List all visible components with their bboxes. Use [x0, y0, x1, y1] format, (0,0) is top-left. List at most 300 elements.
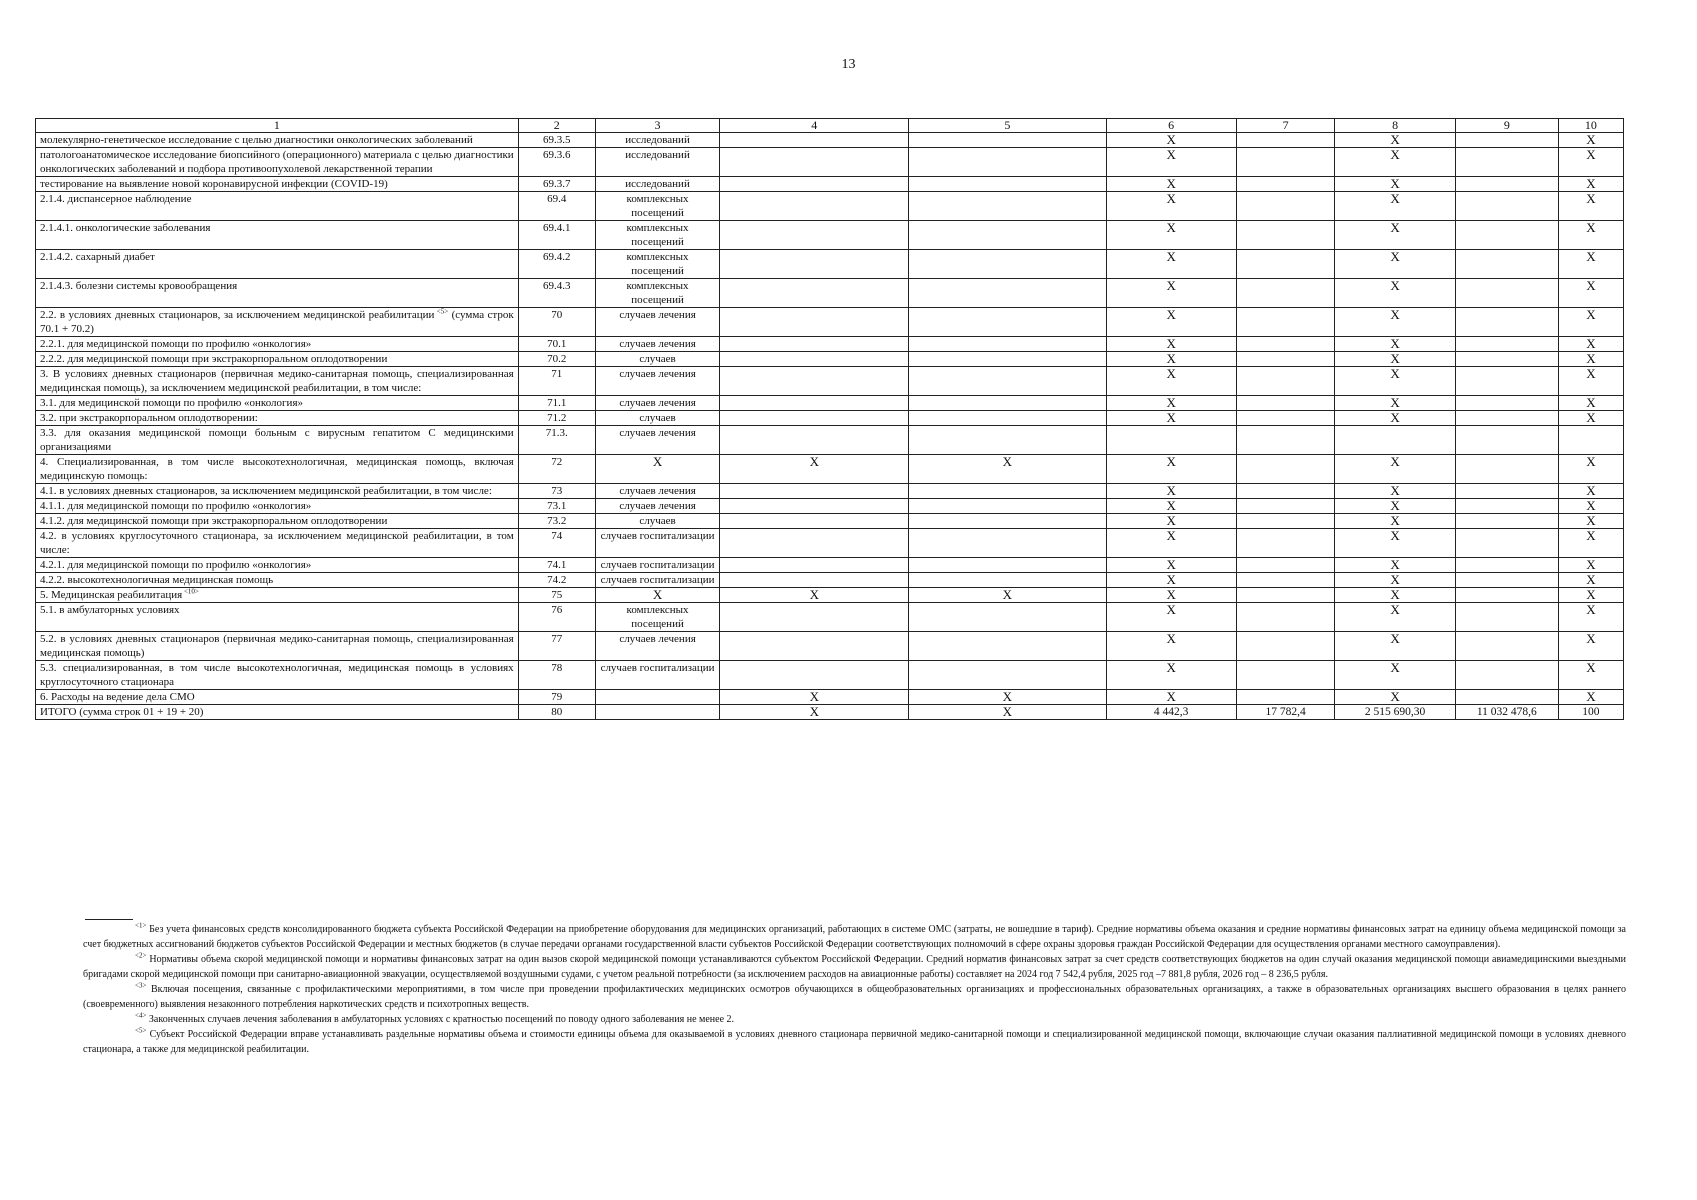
footnote-ref: <10> [182, 587, 199, 596]
cell-c6: X [1106, 352, 1236, 367]
row-unit: комплексных посещений [595, 221, 720, 250]
cell-c9 [1455, 455, 1558, 484]
cell-c7 [1236, 514, 1335, 529]
cell-c7: 17 782,4 [1236, 705, 1335, 720]
row-name: 4. Специализированная, в том числе высокотехнологичная, медицинская помощь, включая медицинскую помощь: [36, 455, 519, 484]
row-unit: комплексных посещений [595, 250, 720, 279]
table-row [36, 705, 1624, 720]
cell-c9 [1455, 632, 1558, 661]
row-code: 71.3. [518, 426, 595, 455]
row-unit: случаев госпитализации [595, 529, 720, 558]
cell-c4 [720, 573, 909, 588]
cell-c8: X [1335, 573, 1455, 588]
table-row [36, 573, 1624, 588]
cell-c7 [1236, 148, 1335, 177]
cell-c10: X [1558, 484, 1623, 499]
cell-c8: X [1335, 396, 1455, 411]
row-unit: случаев лечения [595, 499, 720, 514]
cell-c4 [720, 396, 909, 411]
row-name: патологоанатомическое исследование биопсийного (операционного) материала с целью диагностики онкологических заболеваний и подбора противоопухолевой лекарственной терапии [36, 148, 519, 177]
row-name: 4.1.2. для медицинской помощи при экстракорпоральном оплодотворении [36, 514, 519, 529]
cell-c7 [1236, 558, 1335, 573]
row-name: 5. Медицинская реабилитация $^{<10>}$ [36, 588, 519, 603]
cell-c7 [1236, 426, 1335, 455]
cell-c6: X [1106, 337, 1236, 352]
row-name: 2.1.4.3. болезни системы кровообращения [36, 279, 519, 308]
cell-c9 [1455, 308, 1558, 337]
cell-c7 [1236, 396, 1335, 411]
cell-c9 [1455, 426, 1558, 455]
cell-c6: X [1106, 558, 1236, 573]
cell-c7 [1236, 337, 1335, 352]
cell-c8: X [1335, 588, 1455, 603]
cell-c5 [909, 529, 1106, 558]
cell-c4 [720, 308, 909, 337]
cell-c4 [720, 279, 909, 308]
row-unit: случаев лечения [595, 367, 720, 396]
cell-c6: X [1106, 221, 1236, 250]
cell-c10: 100 [1558, 705, 1623, 720]
cell-c7 [1236, 499, 1335, 514]
cell-c7 [1236, 588, 1335, 603]
row-code: 69.4.2 [518, 250, 595, 279]
cell-c4 [720, 632, 909, 661]
cell-c5 [909, 411, 1106, 426]
cell-c9 [1455, 367, 1558, 396]
row-name: 2.1.4. диспансерное наблюдение [36, 192, 519, 221]
cell-c4: X [720, 455, 909, 484]
cell-c7 [1236, 484, 1335, 499]
cell-c10: X [1558, 558, 1623, 573]
cell-c8: X [1335, 177, 1455, 192]
row-unit: случаев лечения [595, 396, 720, 411]
cell-c8: X [1335, 632, 1455, 661]
cell-c9 [1455, 192, 1558, 221]
cell-c4 [720, 426, 909, 455]
cell-c8: X [1335, 337, 1455, 352]
cell-c10: X [1558, 396, 1623, 411]
cell-c7 [1236, 352, 1335, 367]
row-code: 70 [518, 308, 595, 337]
row-name: 4.2. в условиях круглосуточного стационара, за исключением медицинской реабилитации, в том числе: [36, 529, 519, 558]
column-header-9: 9 [1455, 119, 1558, 133]
cell-c6: X [1106, 367, 1236, 396]
cell-c5 [909, 603, 1106, 632]
row-unit: случаев лечения [595, 308, 720, 337]
column-header-6: 6 [1106, 119, 1236, 133]
column-header-10: 10 [1558, 119, 1623, 133]
footnote-mark: <1> [135, 921, 147, 930]
cell-c10: X [1558, 514, 1623, 529]
cell-c8: X [1335, 661, 1455, 690]
cell-c5 [909, 250, 1106, 279]
footnote: $^{<3>}$ Включая посещения, связанные с профилактическими мероприятиями, в том числе при проведении профилактических медицинских осмотров обучающихся в общеобразовательных организациях и профессиональных образовательных организациях, а также в образовательных организациях высшего образования в целях раннего (своевременного) выявления незаконного потребления наркотических средств и психотропных веществ. [83, 981, 1626, 1010]
cell-c10: X [1558, 588, 1623, 603]
cell-c5 [909, 484, 1106, 499]
cell-c5: X [909, 705, 1106, 720]
cell-c4 [720, 484, 909, 499]
row-name: 3.1. для медицинской помощи по профилю «онкология» [36, 396, 519, 411]
cell-c6: X [1106, 661, 1236, 690]
table-row [36, 337, 1624, 352]
cell-c10: X [1558, 148, 1623, 177]
row-code: 69.3.6 [518, 148, 595, 177]
cell-c6: X [1106, 250, 1236, 279]
footnotes [83, 922, 1626, 1057]
cell-c8: X [1335, 308, 1455, 337]
row-code: 80 [518, 705, 595, 720]
cell-c6: X [1106, 455, 1236, 484]
cell-c6: X [1106, 632, 1236, 661]
row-unit: случаев лечения [595, 484, 720, 499]
cell-c6: X [1106, 529, 1236, 558]
row-name: 2.1.4.2. сахарный диабет [36, 250, 519, 279]
cell-c8: X [1335, 352, 1455, 367]
footnote: $^{<2>}$ Нормативы объема скорой медицинской помощи и нормативы финансовых затрат на один вызов скорой медицинской помощи устанавливаются субъектом Российской Федерации. Средний норматив финансовых затрат за счет средств соответствующих бюджетов на один случай оказания медицинской помощи авиамедицинскими выездными бригадами скорой медицинской помощи при санитарно-авиационной эвакуации, осуществляемой воздушными судами, с учетом реальной потребности (за исключением расходов на авиационные работы) составляет на 2024 год 7 542,4 рубля, 2025 год –7 881,8 рубля, 2026 год – 8 236,5 рубля. [83, 951, 1626, 980]
table-row [36, 455, 1624, 484]
table-row [36, 396, 1624, 411]
cell-c5 [909, 661, 1106, 690]
cell-c5 [909, 396, 1106, 411]
cell-c9 [1455, 337, 1558, 352]
row-name: 4.2.1. для медицинской помощи по профилю «онкология» [36, 558, 519, 573]
table-row [36, 690, 1624, 705]
cell-c6: X [1106, 499, 1236, 514]
row-code: 75 [518, 588, 595, 603]
cell-c5 [909, 177, 1106, 192]
row-code: 79 [518, 690, 595, 705]
cell-c9 [1455, 558, 1558, 573]
cell-c9 [1455, 499, 1558, 514]
cell-c7 [1236, 573, 1335, 588]
cell-c5 [909, 279, 1106, 308]
row-name: 5.2. в условиях дневных стационаров (первичная медико-санитарная помощь, специализированная медицинская помощь) [36, 632, 519, 661]
cell-c9 [1455, 133, 1558, 148]
table-row [36, 588, 1624, 603]
footnote-ref: <5> [434, 307, 449, 316]
cell-c6: X [1106, 279, 1236, 308]
row-unit: случаев лечения [595, 426, 720, 455]
cell-c7 [1236, 192, 1335, 221]
footnote-separator [85, 919, 133, 920]
row-code: 74 [518, 529, 595, 558]
cell-c7 [1236, 632, 1335, 661]
row-code: 76 [518, 603, 595, 632]
cell-c5 [909, 426, 1106, 455]
cell-c7 [1236, 367, 1335, 396]
cell-c4 [720, 133, 909, 148]
row-code: 73.2 [518, 514, 595, 529]
cell-c7 [1236, 279, 1335, 308]
cell-c6: X [1106, 308, 1236, 337]
row-code: 74.2 [518, 573, 595, 588]
row-unit: случаев госпитализации [595, 573, 720, 588]
row-name: 3. В условиях дневных стационаров (первичная медико-санитарная помощь, специализированная медицинская помощь), за исключением медицинской реабилитации, в том числе: [36, 367, 519, 396]
row-unit: комплексных посещений [595, 192, 720, 221]
footnote-mark: <5> [135, 1026, 147, 1035]
row-code: 69.3.5 [518, 133, 595, 148]
column-header-1: 1 [36, 119, 519, 133]
cell-c6: X [1106, 133, 1236, 148]
row-code: 73 [518, 484, 595, 499]
column-header-2: 2 [518, 119, 595, 133]
cell-c5 [909, 573, 1106, 588]
cell-c8: X [1335, 279, 1455, 308]
row-unit: случаев [595, 352, 720, 367]
cell-c5 [909, 499, 1106, 514]
row-unit: случаев [595, 514, 720, 529]
row-unit [595, 690, 720, 705]
row-unit: комплексных посещений [595, 603, 720, 632]
cell-c8: X [1335, 514, 1455, 529]
cell-c4 [720, 192, 909, 221]
cell-c4 [720, 250, 909, 279]
cell-c10: X [1558, 308, 1623, 337]
cell-c9 [1455, 352, 1558, 367]
row-unit: случаев лечения [595, 337, 720, 352]
cell-c10: X [1558, 337, 1623, 352]
cell-c5 [909, 367, 1106, 396]
row-code: 74.1 [518, 558, 595, 573]
table-row [36, 192, 1624, 221]
cell-c10: X [1558, 690, 1623, 705]
table-row [36, 133, 1624, 148]
column-header-7: 7 [1236, 119, 1335, 133]
cell-c9 [1455, 250, 1558, 279]
row-name: тестирование на выявление новой коронавирусной инфекции (COVID-19) [36, 177, 519, 192]
cell-c4 [720, 148, 909, 177]
row-name: 4.1. в условиях дневных стационаров, за исключением медицинской реабилитации, в том числе: [36, 484, 519, 499]
table-row [36, 426, 1624, 455]
cell-c5 [909, 308, 1106, 337]
cell-c8: 2 515 690,30 [1335, 705, 1455, 720]
table-row [36, 661, 1624, 690]
cell-c7 [1236, 603, 1335, 632]
cell-c10: X [1558, 661, 1623, 690]
row-name: 4.2.2. высокотехнологичная медицинская помощь [36, 573, 519, 588]
cell-c8: X [1335, 148, 1455, 177]
cell-c5 [909, 192, 1106, 221]
footnote-mark: <3> [135, 981, 147, 990]
row-code: 78 [518, 661, 595, 690]
row-name: 2.2.1. для медицинской помощи по профилю «онкология» [36, 337, 519, 352]
row-code: 69.4.3 [518, 279, 595, 308]
cell-c4 [720, 558, 909, 573]
row-code: 69.3.7 [518, 177, 595, 192]
cell-c6 [1106, 426, 1236, 455]
column-header-5: 5 [909, 119, 1106, 133]
cell-c6: X [1106, 177, 1236, 192]
table-row [36, 514, 1624, 529]
cell-c6: X [1106, 396, 1236, 411]
cell-c7 [1236, 133, 1335, 148]
row-code: 69.4.1 [518, 221, 595, 250]
row-unit: случаев госпитализации [595, 558, 720, 573]
row-unit: комплексных посещений [595, 279, 720, 308]
cell-c7 [1236, 221, 1335, 250]
cell-c7 [1236, 529, 1335, 558]
cell-c10: X [1558, 529, 1623, 558]
row-name: 5.1. в амбулаторных условиях [36, 603, 519, 632]
cell-c8 [1335, 426, 1455, 455]
column-header-3: 3 [595, 119, 720, 133]
row-name: 3.3. для оказания медицинской помощи больным с вирусным гепатитом С медицинскими организациями [36, 426, 519, 455]
cell-c6: X [1106, 690, 1236, 705]
row-name: 2.2. в условиях дневных стационаров, за исключением медицинской реабилитации $^{<5>}$ (сумма строк 70.1 + 70.2) [36, 308, 519, 337]
table-row [36, 221, 1624, 250]
cell-c5 [909, 558, 1106, 573]
cell-c9 [1455, 411, 1558, 426]
cell-c7 [1236, 308, 1335, 337]
column-header-8: 8 [1335, 119, 1455, 133]
cell-c6: 4 442,3 [1106, 705, 1236, 720]
cell-c6: X [1106, 148, 1236, 177]
row-code: 72 [518, 455, 595, 484]
table-row [36, 308, 1624, 337]
row-unit: случаев [595, 411, 720, 426]
cell-c4: X [720, 588, 909, 603]
cell-c7 [1236, 250, 1335, 279]
cell-c7 [1236, 455, 1335, 484]
cell-c9 [1455, 588, 1558, 603]
row-code: 70.2 [518, 352, 595, 367]
cell-c8: X [1335, 455, 1455, 484]
table-row [36, 529, 1624, 558]
table-row [36, 148, 1624, 177]
row-code: 73.1 [518, 499, 595, 514]
cell-c7 [1236, 690, 1335, 705]
footnote-mark: <4> [135, 1011, 147, 1020]
cell-c7 [1236, 661, 1335, 690]
cell-c10: X [1558, 499, 1623, 514]
cell-c6: X [1106, 573, 1236, 588]
cell-c10: X [1558, 177, 1623, 192]
cell-c9 [1455, 514, 1558, 529]
cell-c5 [909, 133, 1106, 148]
cell-c4: X [720, 705, 909, 720]
cell-c10: X [1558, 221, 1623, 250]
row-unit: X [595, 455, 720, 484]
cell-c4 [720, 221, 909, 250]
cell-c10: X [1558, 411, 1623, 426]
row-code: 71 [518, 367, 595, 396]
cell-c8: X [1335, 367, 1455, 396]
cell-c6: X [1106, 588, 1236, 603]
row-name: 6. Расходы на ведение дела СМО [36, 690, 519, 705]
table-row [36, 352, 1624, 367]
cell-c6: X [1106, 192, 1236, 221]
cell-c10: X [1558, 367, 1623, 396]
cell-c8: X [1335, 250, 1455, 279]
cell-c4 [720, 514, 909, 529]
table-row [36, 603, 1624, 632]
cell-c9 [1455, 573, 1558, 588]
cell-c5 [909, 337, 1106, 352]
row-name: 4.1.1. для медицинской помощи по профилю «онкология» [36, 499, 519, 514]
row-code: 69.4 [518, 192, 595, 221]
row-unit: случаев госпитализации [595, 661, 720, 690]
row-unit: X [595, 588, 720, 603]
cell-c8: X [1335, 690, 1455, 705]
cell-c5: X [909, 455, 1106, 484]
cell-c9 [1455, 661, 1558, 690]
cell-c5: X [909, 588, 1106, 603]
cell-c10: X [1558, 192, 1623, 221]
table-row [36, 279, 1624, 308]
cell-c4 [720, 529, 909, 558]
table-row [36, 632, 1624, 661]
cell-c10: X [1558, 573, 1623, 588]
cell-c9 [1455, 279, 1558, 308]
row-name: 2.1.4.1. онкологические заболевания [36, 221, 519, 250]
row-name: 3.2. при экстракорпоральном оплодотворении: [36, 411, 519, 426]
cell-c6: X [1106, 484, 1236, 499]
table-row [36, 177, 1624, 192]
cell-c5 [909, 221, 1106, 250]
cell-c10 [1558, 426, 1623, 455]
cell-c4 [720, 499, 909, 514]
cell-c8: X [1335, 133, 1455, 148]
cell-c9 [1455, 484, 1558, 499]
cell-c6: X [1106, 411, 1236, 426]
cell-c9 [1455, 529, 1558, 558]
cell-c4 [720, 603, 909, 632]
cell-c10: X [1558, 455, 1623, 484]
cell-c9 [1455, 603, 1558, 632]
cell-c5 [909, 148, 1106, 177]
cell-c6: X [1106, 514, 1236, 529]
cell-c9 [1455, 396, 1558, 411]
cell-c8: X [1335, 484, 1455, 499]
footnote: $^{<1>}$ Без учета финансовых средств консолидированного бюджета субъекта Российской Федерации на приобретение оборудования для медицинских организаций, работающих в системе ОМС (затраты, не вошедшие в тариф). Средние нормативы объема оказания и средние нормативы финансовых затрат на единицу объема медицинской помощи за счет бюджетных ассигнований бюджетов субъектов Российской Федерации и местных бюджетов (в случае передачи органами государственной власти субъектов Российской Федерации соответствующих полномочий в сфере охраны здоровья граждан Российской Федерации для осуществления органами местного самоуправления). [83, 921, 1626, 950]
cell-c10: X [1558, 279, 1623, 308]
row-name: молекулярно-генетическое исследование с целью диагностики онкологических заболеваний [36, 133, 519, 148]
row-code: 70.1 [518, 337, 595, 352]
row-code: 71.2 [518, 411, 595, 426]
cell-c7 [1236, 411, 1335, 426]
cell-c10: X [1558, 352, 1623, 367]
cell-c6: X [1106, 603, 1236, 632]
cell-c4 [720, 367, 909, 396]
table-row [36, 367, 1624, 396]
cell-c9 [1455, 221, 1558, 250]
row-unit [595, 705, 720, 720]
row-code: 71.1 [518, 396, 595, 411]
cell-c5 [909, 352, 1106, 367]
table-body [36, 133, 1624, 720]
row-unit: исследований [595, 133, 720, 148]
column-header-4: 4 [720, 119, 909, 133]
header-row [36, 119, 1624, 133]
cell-c4 [720, 352, 909, 367]
cell-c8: X [1335, 192, 1455, 221]
cell-c4 [720, 661, 909, 690]
cell-c5 [909, 632, 1106, 661]
cell-c7 [1236, 177, 1335, 192]
row-code: 77 [518, 632, 595, 661]
cell-c8: X [1335, 411, 1455, 426]
cell-c10: X [1558, 250, 1623, 279]
cell-c9 [1455, 148, 1558, 177]
cell-c4 [720, 337, 909, 352]
row-unit: случаев лечения [595, 632, 720, 661]
cell-c8: X [1335, 603, 1455, 632]
cell-c5 [909, 514, 1106, 529]
cell-c9 [1455, 690, 1558, 705]
table-row [36, 250, 1624, 279]
table-row [36, 484, 1624, 499]
cell-c9 [1455, 177, 1558, 192]
